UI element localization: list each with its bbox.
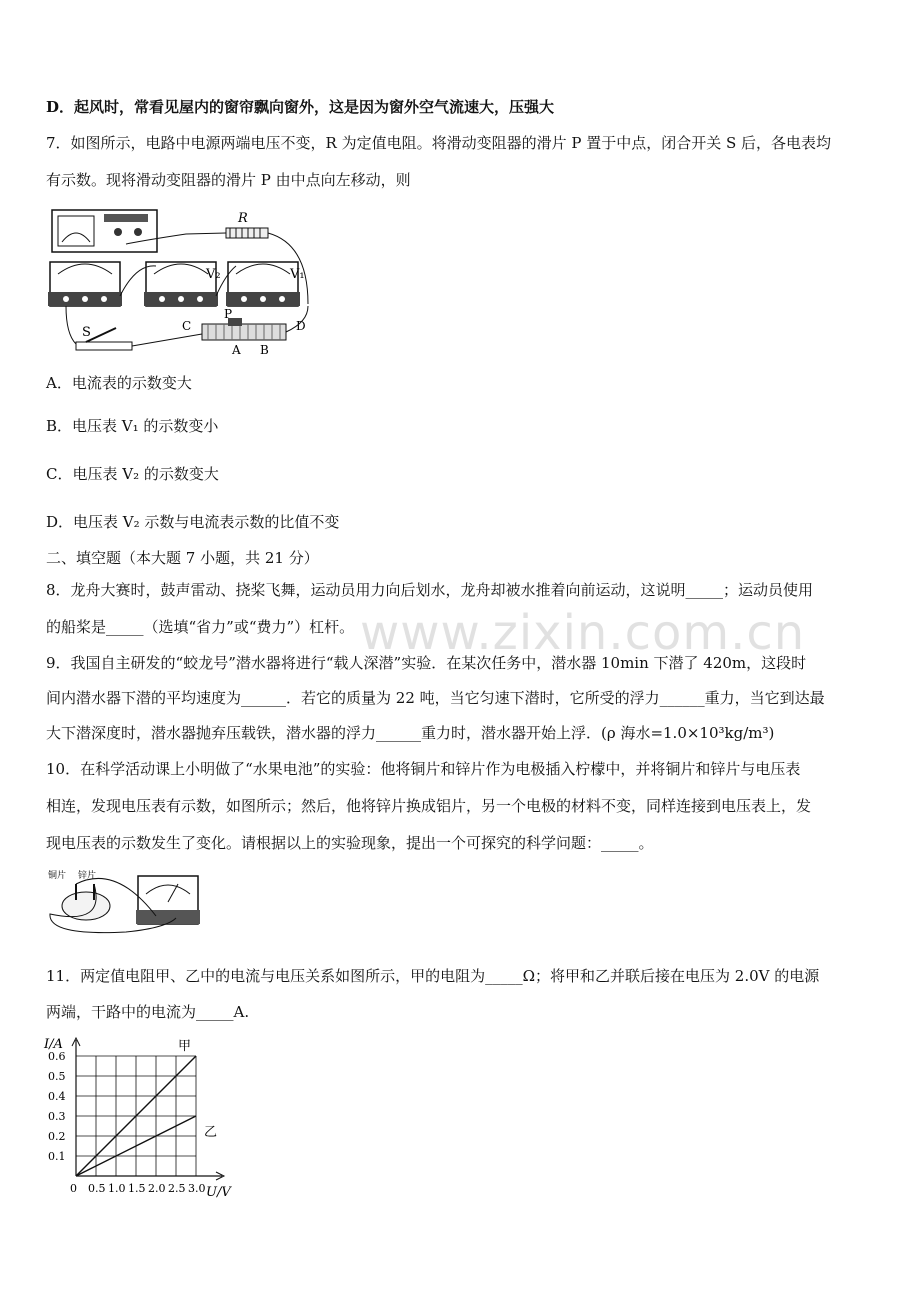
y-tick-label: 0.5 [48,1070,66,1083]
q9-line3: 大下潜深度时，潜水器抛弃压载铁，潜水器的浮力______重力时，潜水器开始上浮．(ρ 海水=1.0×10³kg/m³) [46,724,775,742]
y-tick-label: 0.4 [48,1090,66,1103]
label-zinc: 锌片 [78,871,97,881]
y-tick-label: 0.3 [48,1110,66,1123]
x-tick-label: 0 [70,1182,77,1195]
x-tick-label: 3.0 [188,1182,206,1195]
x-tick-label: 2.5 [168,1182,186,1195]
y-tick-label: 0.1 [48,1150,66,1163]
q8-line1: 8．龙舟大赛时，鼓声雷动、挠桨飞舞，运动员用力向后划水，龙舟却被水推着向前运动，这说明_____；运动员使用 [46,581,814,599]
y-tick-label: 0.2 [48,1130,66,1143]
q10-fruit-battery-figure [46,866,206,938]
q7-option-c: C．电压表 V₂ 的示数变大 [46,465,219,483]
watermark: www.zixin.com.cn [360,605,806,661]
series-label: 乙 [204,1125,218,1140]
label-copper: 铜片 [48,871,67,881]
q8-line2: 的船桨是_____（选填“省力”或“费力”）杠杆。 [46,618,355,636]
q7-option-b: B．电压表 V₁ 的示数变小 [46,417,219,435]
q9-line2: 间内潜水器下潜的平均速度为______．若它的质量为 22 吨，当它匀速下潜时，它所受的浮力______重力，当它到达最 [46,689,825,707]
label-c: C [182,319,192,333]
section-2-title: 二、填空题（本大题 7 小题，共 21 分） [46,549,319,567]
label-a: A [232,343,241,357]
x-tick-label: 1.0 [108,1182,126,1195]
q6-option-d: D．起风时，常看见屋内的窗帘飘向窗外，这是因为窗外空气流速大，压强大 [46,98,555,116]
label-v1: V₁ [290,267,305,282]
q7-stem-line2: 有示数。现将滑动变阻器的滑片 P 由中点向左移动，则 [46,171,411,189]
q7-option-a: A．电流表的示数变大 [46,374,192,392]
q7-stem-line1: 7．如图所示，电路中电源两端电压不变，R 为定值电阻。将滑动变阻器的滑片 P 置于中点，闭合开关 S 后，各电表均 [46,134,832,152]
label-v2: V₂ [206,267,221,282]
label-r: R [238,211,248,226]
x-tick-label: 0.5 [88,1182,106,1195]
label-p: P [224,307,233,321]
y-tick-label: 0.6 [48,1050,66,1063]
q7-option-d: D．电压表 V₂ 示数与电流表示数的比值不变 [46,513,340,531]
label-s: S [82,325,91,340]
q9-line1: 9．我国自主研发的“蛟龙号”潜水器将进行“载人深潜”实验．在某次任务中，潜水器 10min 下潜了 420m，这段时 [46,654,807,672]
series-label: 甲 [178,1039,192,1054]
label-b: B [260,343,269,357]
q11-line2: 两端，干路中的电流为_____A. [46,1003,250,1021]
q10-line2: 相连，发现电压表有示数，如图所示；然后，他将锌片换成铝片，另一个电极的材料不变，同样连接到电压表上，发 [46,797,812,815]
q10-line3: 现电压表的示数发生了变化。请根据以上的实验现象，提出一个可探究的科学问题：_____。 [46,834,654,852]
x-axis-label: U/V [206,1185,231,1200]
q7-circuit-figure [46,204,316,364]
q11-line1: 11．两定值电阻甲、乙中的电流与电压关系如图所示，甲的电阻为_____Ω；将甲和乙并联后接在电压为 2.0V 的电源 [46,967,820,985]
q10-line1: 10．在科学活动课上小明做了“水果电池”的实验：他将铜片和锌片作为电极插入柠檬中，并将铜片和锌片与电压表 [46,760,801,778]
x-tick-label: 1.5 [128,1182,146,1195]
x-tick-label: 2.0 [148,1182,166,1195]
y-axis-label: I/A [44,1037,63,1052]
q11-iu-chart [40,1036,250,1202]
label-d: D [296,319,306,333]
